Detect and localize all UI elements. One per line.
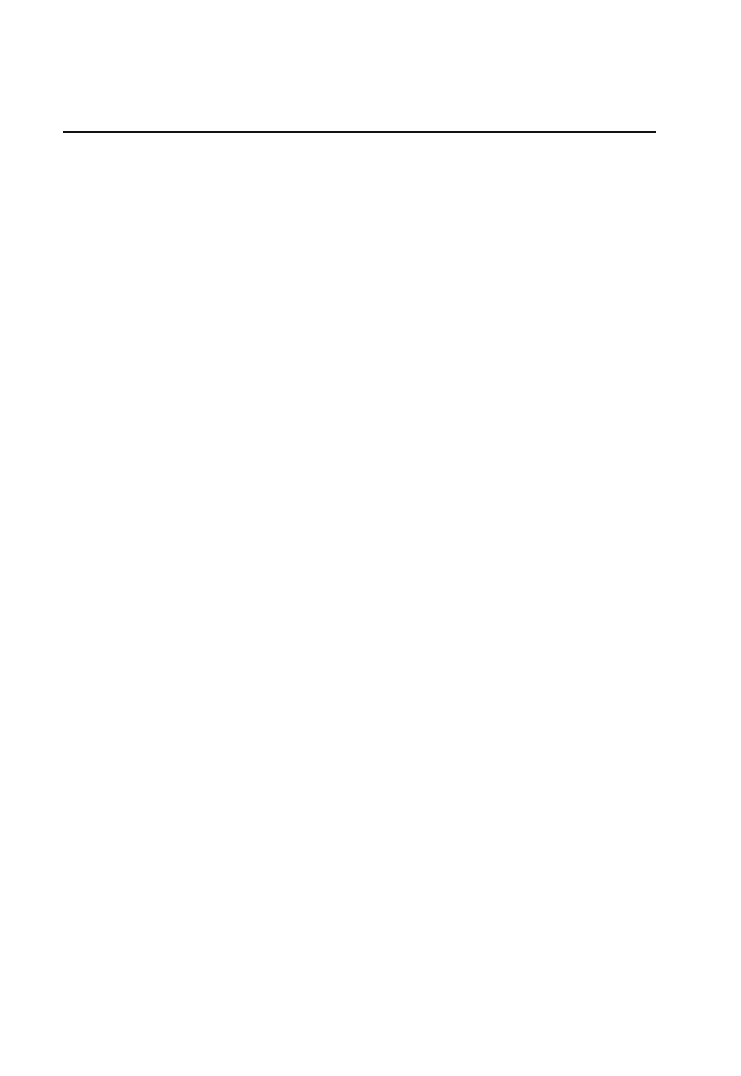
header-separator-rule <box>63 131 656 133</box>
